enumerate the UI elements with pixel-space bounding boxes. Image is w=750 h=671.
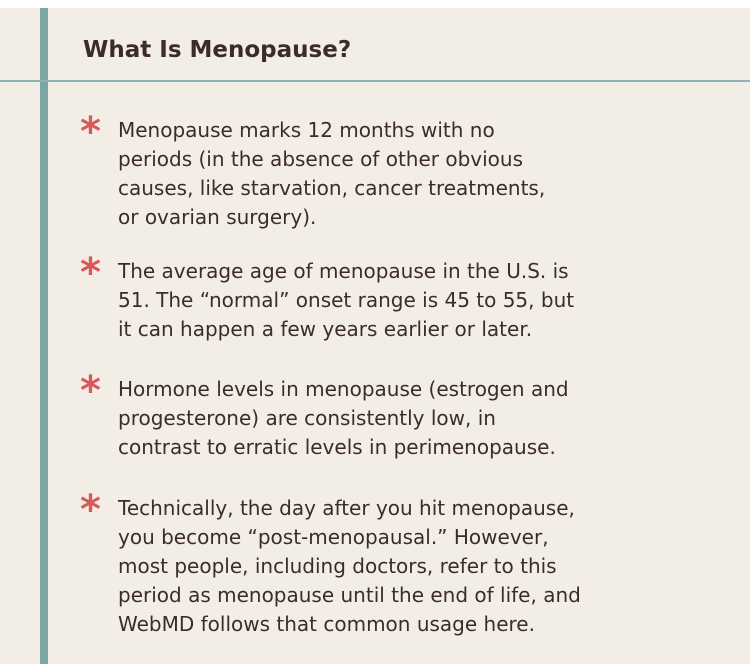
asterisk-icon: * (80, 250, 101, 296)
asterisk-icon: * (80, 109, 101, 155)
asterisk-icon: * (80, 487, 101, 533)
info-card (0, 8, 750, 664)
bullet-text: Menopause marks 12 months with no periods (in the absence of other obvious causes, like starvation, cancer treatments, or ovarian surgery). (118, 118, 546, 229)
bullet-text: Technically, the day after you hit menopause, you become “post-menopausal.” However, most people, including doctors, refer to this period as menopause until the end of life, and WebMD follows that common usage here. (118, 496, 581, 636)
bullet-text: The average age of menopause in the U.S. is 51. The “normal” onset range is 45 to 55, but it can happen a few years earlier or later. (118, 259, 575, 341)
card-title: What Is Menopause? (83, 37, 352, 63)
bullet-text: Hormone levels in menopause (estrogen and progesterone) are consistently low, in contrast to erratic levels in perimenopause. (118, 377, 569, 459)
title-divider (0, 80, 750, 82)
asterisk-icon: * (80, 368, 101, 414)
left-accent-bar (40, 8, 48, 664)
